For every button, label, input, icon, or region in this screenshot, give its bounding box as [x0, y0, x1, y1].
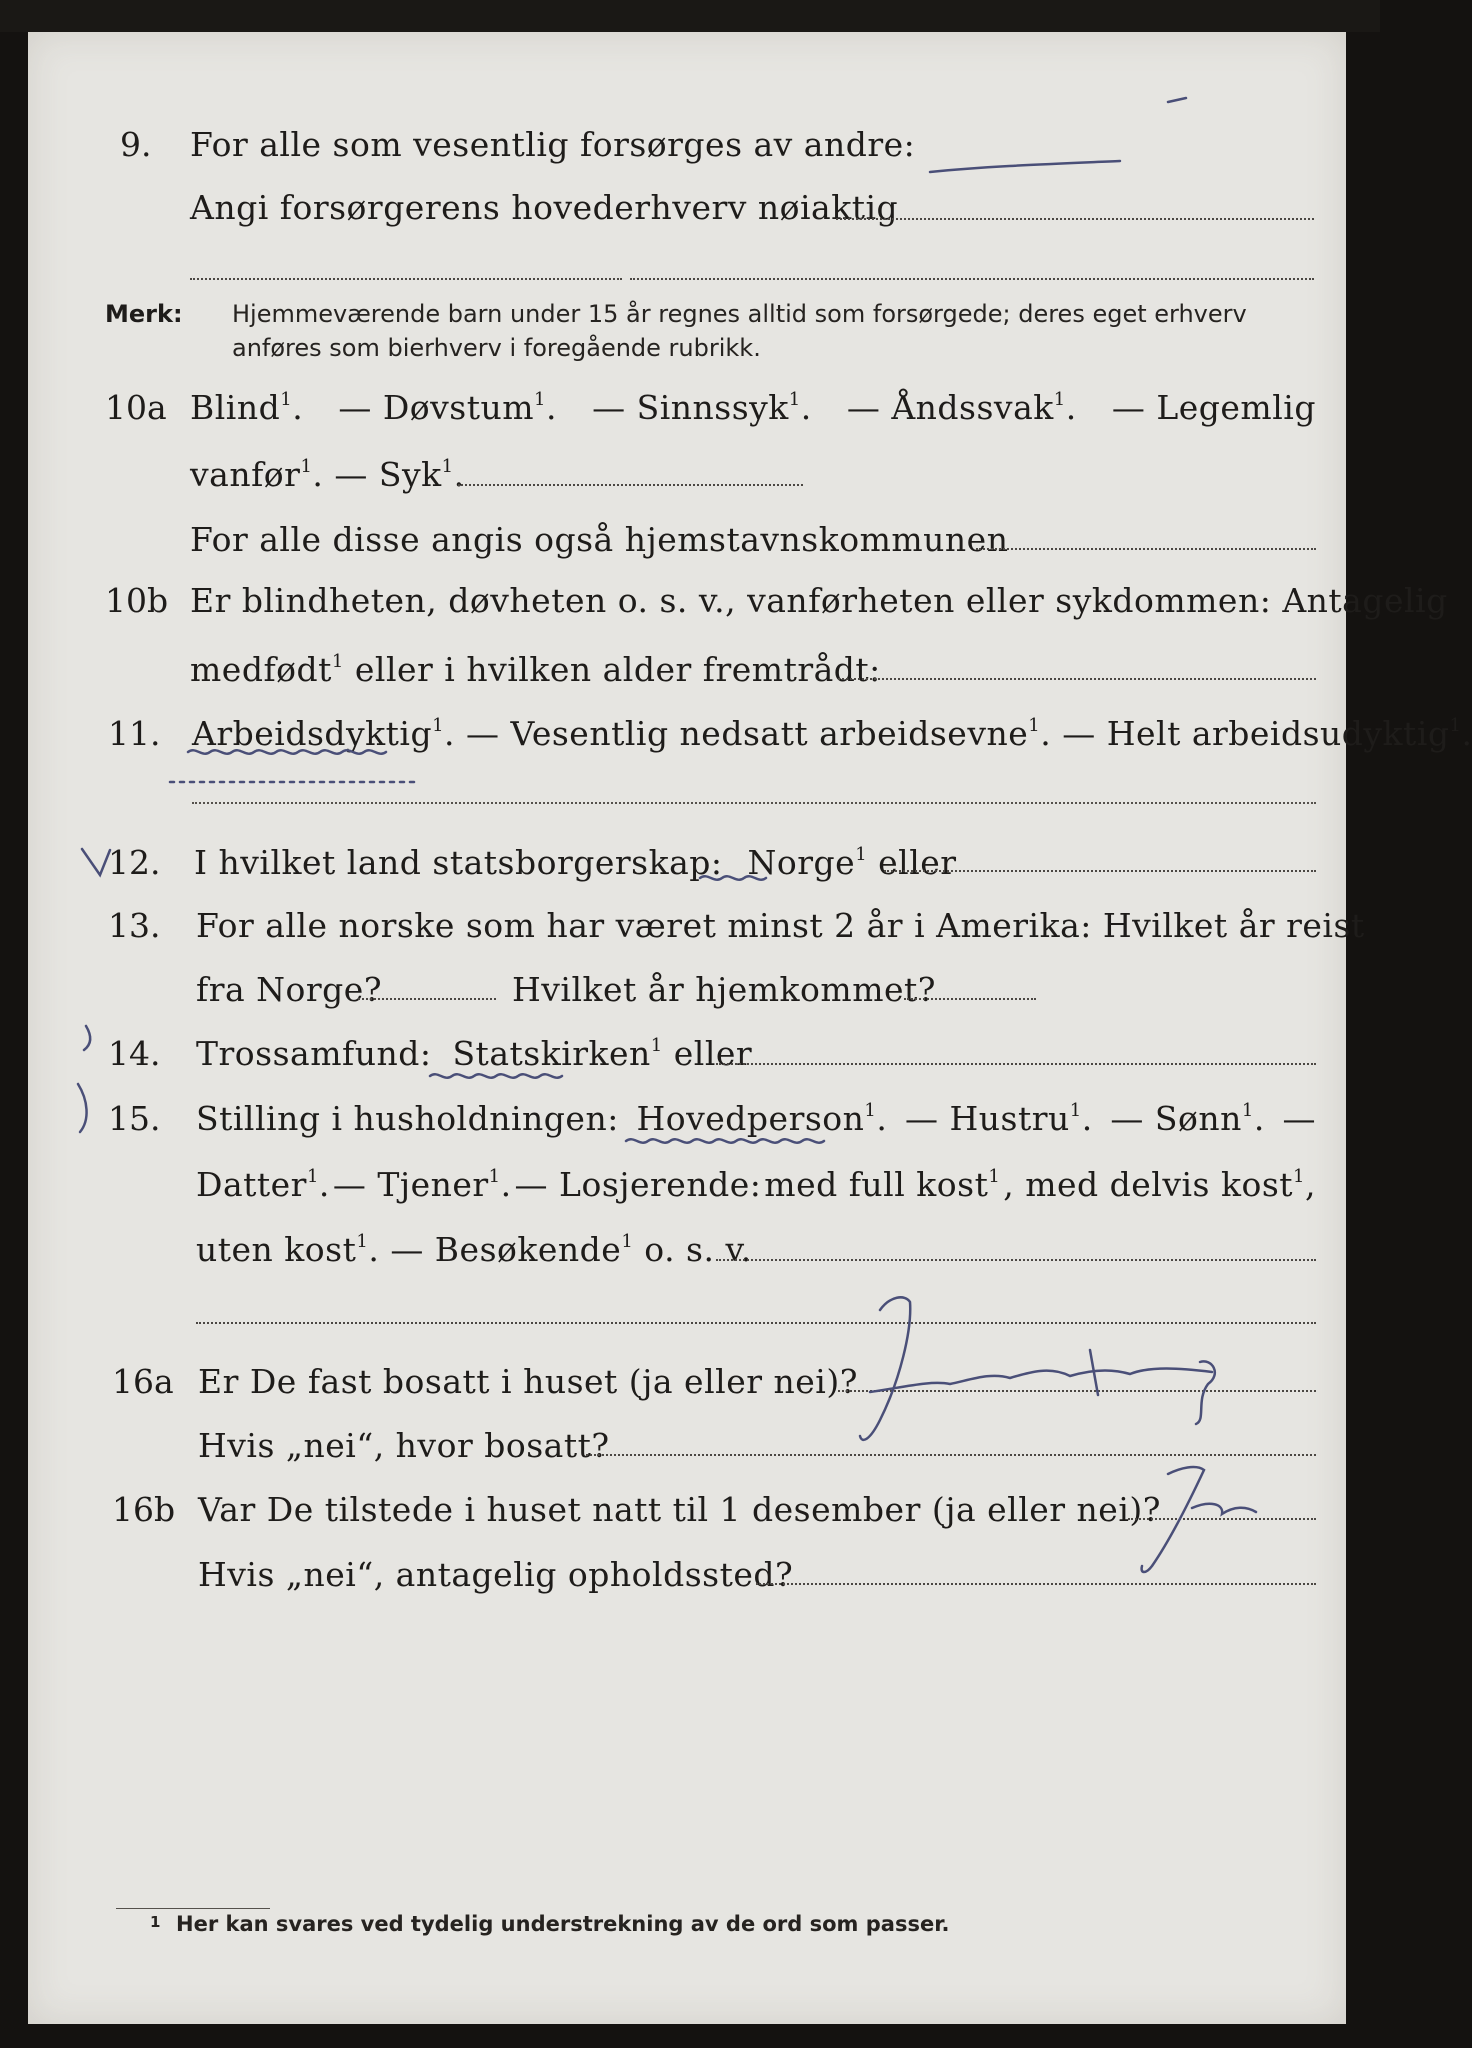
q12-number: 12.	[108, 843, 161, 882]
hovedperson-label: Hovedperson	[636, 1099, 865, 1138]
q9-line1: For alle som vesentlig forsørges av andre:	[190, 125, 916, 164]
footnote-ref: 1	[300, 456, 313, 477]
footnote-ref: 1	[650, 1035, 663, 1056]
q10b-answer-field[interactable]	[838, 678, 1316, 680]
sinnssyk-label: — Sinnssyk	[592, 388, 789, 427]
q16b-number: 16b	[112, 1490, 176, 1529]
merk-line1: Hjemmeværende barn under 15 år regnes alltid som forsørgede; deres eget erhverv	[232, 300, 1247, 328]
uten-kost-label: uten kost	[196, 1230, 357, 1269]
merk-line2: anføres som bierhverv i foregående rubrikk.	[232, 334, 761, 362]
q10b-line1: Er blindheten, døvheten o. s. v., vanførheten eller sykdommen: Antagelig	[190, 581, 1448, 620]
q15-answer-field-2[interactable]	[196, 1322, 1316, 1324]
q13-hjemkommet-field[interactable]	[904, 998, 1036, 1000]
q11-answer-field[interactable]	[192, 802, 1316, 804]
arbeidsdyktig-label: Arbeidsdyktig	[192, 714, 433, 753]
q15-line3	[196, 1230, 752, 1270]
footnote-ref: 1	[1028, 715, 1041, 736]
footnote-ref: 1	[855, 844, 868, 865]
delvis-kost-option[interactable]: , med delvis kost$^1$,	[1003, 1165, 1316, 1204]
sinnssyk-option[interactable]: — Sinnssyk$^1$.	[592, 388, 812, 427]
q10a-hjemstavn-field[interactable]	[976, 548, 1316, 550]
q14-eller: eller	[673, 1034, 753, 1073]
syk-label: — Syk	[334, 455, 442, 494]
hustru-option[interactable]: — Hustru$^1$.	[905, 1099, 1093, 1138]
q15-label: Stilling i husholdningen:	[196, 1099, 619, 1138]
blind-option[interactable]: Blind$^1$.	[190, 388, 304, 427]
osv-label: o. s. v.	[644, 1230, 752, 1269]
footnote-ref: 1	[280, 389, 293, 410]
datter-label: Datter	[196, 1165, 307, 1204]
q16b-answer-field[interactable]	[1128, 1518, 1316, 1520]
blind-label: Blind	[190, 388, 281, 427]
merk-label: Merk:	[105, 300, 183, 328]
q14-label: Trossamfund:	[196, 1034, 432, 1073]
footnote-ref: 1	[306, 1166, 319, 1187]
footnote-ref: 1	[864, 1100, 877, 1121]
statskirken-label: Statskirken	[452, 1034, 651, 1073]
andssvak-option[interactable]: — Åndssvak$^1$.	[846, 388, 1077, 427]
q10a-line1	[190, 388, 1316, 428]
hovedperson-option[interactable]: Hovedperson$^1$.	[636, 1099, 888, 1138]
footnote-ref: 1	[1293, 1166, 1305, 1187]
q16a-line1: Er De fast bosatt i huset (ja eller nei)?	[198, 1362, 858, 1401]
footnote-ref: 1	[1449, 715, 1462, 736]
q11-number: 11.	[108, 714, 161, 753]
datter-option[interactable]: Datter$^1$.	[196, 1165, 330, 1204]
hustru-label: — Hustru	[905, 1099, 1070, 1138]
q13-number: 13.	[108, 906, 161, 945]
udyktig-option[interactable]: — Helt arbeidsudyktig$^1$.	[1062, 714, 1472, 753]
statskirken-option[interactable]	[452, 1034, 662, 1073]
norge-option[interactable]	[748, 843, 868, 882]
tjener-label: — Tjener	[332, 1165, 489, 1204]
q16a-answer-field[interactable]	[838, 1390, 1316, 1392]
q9-answer-field-3[interactable]	[630, 278, 1314, 280]
q13-reist-field[interactable]	[358, 998, 496, 1000]
q15-line2	[196, 1165, 1316, 1205]
footnote-divider	[116, 1908, 270, 1909]
besokende-label: — Besøkende	[390, 1230, 622, 1269]
dovstum-option[interactable]: — Døvstum$^1$.	[338, 388, 557, 427]
q16b-opholdssted-field[interactable]	[756, 1583, 1316, 1585]
q9-answer-field-2[interactable]	[190, 278, 622, 280]
q10b-line2	[190, 650, 881, 690]
nedsatt-option[interactable]: — Vesentlig nedsatt arbeidsevne$^1$.	[466, 714, 1052, 753]
norge-label: Norge	[747, 843, 856, 882]
sonn-option[interactable]: — Sønn$^1$.	[1110, 1099, 1265, 1138]
footnote-ref: 1	[331, 651, 344, 672]
vanfor-label: vanfør	[190, 455, 301, 494]
vanfor-option[interactable]: vanfør$^1$.	[190, 455, 324, 494]
q10a-line3: For alle disse angis også hjemstavnskommunen	[190, 520, 1009, 559]
footnote-ref: 1	[1069, 1100, 1082, 1121]
footnote-ref: 1	[356, 1231, 369, 1252]
q11-line1	[192, 714, 1472, 754]
q13-line1: For alle norske som har været minst 2 år i Amerika: Hvilket år reist	[196, 906, 1365, 945]
full-kost-option[interactable]	[764, 1165, 1000, 1205]
footnote-ref: 1	[1241, 1100, 1254, 1121]
footnote-ref: 1	[534, 389, 546, 410]
arbeidsdyktig-option[interactable]: Arbeidsdyktig$^1$.	[192, 714, 456, 753]
q16a-bosatt-field[interactable]	[586, 1454, 1316, 1456]
andssvak-label: — Åndssvak	[846, 388, 1054, 427]
q10a-line2	[190, 455, 465, 495]
footnote-ref: 1	[441, 456, 454, 477]
q12-eller: eller	[878, 843, 957, 882]
legemlig-option[interactable]: — Legemlig	[1111, 388, 1316, 427]
syk-option[interactable]: — Syk$^1$.	[334, 455, 465, 494]
q12-label: I hvilket land statsborgerskap:	[194, 843, 723, 882]
q10b-number: 10b	[105, 581, 169, 620]
q14-number: 14.	[108, 1034, 161, 1073]
q9-number: 9.	[120, 125, 152, 164]
q10a-answer-field[interactable]	[458, 484, 803, 486]
footnote-ref: 1	[988, 1166, 1001, 1187]
delvis-kost-label: , med delvis kost	[1003, 1165, 1294, 1204]
q9-line2: Angi forsørgerens hovederhverv nøiaktig	[190, 188, 899, 227]
tjener-option[interactable]: — Tjener$^1$.	[332, 1165, 512, 1204]
losjerende-label: — Losjerende:	[514, 1165, 762, 1204]
q16b-line1: Var De tilstede i huset natt til 1 desember (ja eller nei)?	[198, 1490, 1161, 1529]
q16a-line2: Hvis „nei“, hvor bosatt?	[198, 1426, 610, 1465]
q10a-number: 10a	[105, 388, 167, 427]
scan-top-edge	[0, 0, 1380, 32]
footnote-ref: 1	[788, 389, 801, 410]
sonn-label: — Sønn	[1110, 1099, 1242, 1138]
footnote-ref: 1	[488, 1166, 501, 1187]
q13-line2a: fra Norge?	[196, 970, 383, 1009]
footnote-mark: 1	[150, 1913, 161, 1931]
footnote-ref: 1	[621, 1231, 634, 1252]
full-kost-label: med full kost	[764, 1165, 989, 1204]
q15-dash: —	[1282, 1099, 1316, 1138]
q12-answer-field[interactable]	[884, 870, 1316, 872]
q10b-alder-label: eller i hvilken alder fremtrådt:	[354, 650, 881, 689]
udyktig-label: — Helt arbeidsudyktig	[1062, 714, 1450, 753]
q15-answer-field[interactable]	[716, 1259, 1316, 1261]
q9-answer-field[interactable]	[836, 218, 1314, 220]
nedsatt-label: — Vesentlig nedsatt arbeidsevne	[466, 714, 1029, 753]
q15-line1	[196, 1099, 1316, 1139]
uten-kost-option[interactable]: uten kost$^1$.	[196, 1230, 380, 1269]
besokende-option[interactable]	[390, 1230, 633, 1269]
footnote-ref: 1	[1053, 389, 1066, 410]
q15-number: 15.	[108, 1099, 161, 1138]
q14-line	[196, 1034, 752, 1074]
footnote-ref: 1	[432, 715, 445, 736]
q16b-line2: Hvis „nei“, antagelig opholdssted?	[198, 1555, 794, 1594]
q16a-number: 16a	[112, 1362, 174, 1401]
medfodt-option[interactable]: medfødt	[190, 650, 332, 689]
dovstum-label: — Døvstum	[338, 388, 535, 427]
q13-line2b: Hvilket år hjemkommet?	[512, 970, 936, 1009]
q12-line	[194, 843, 957, 883]
q14-answer-field[interactable]	[716, 1063, 1316, 1065]
footnote-text: Her kan svares ved tydelig understrekning av de ord som passer.	[176, 1912, 950, 1936]
